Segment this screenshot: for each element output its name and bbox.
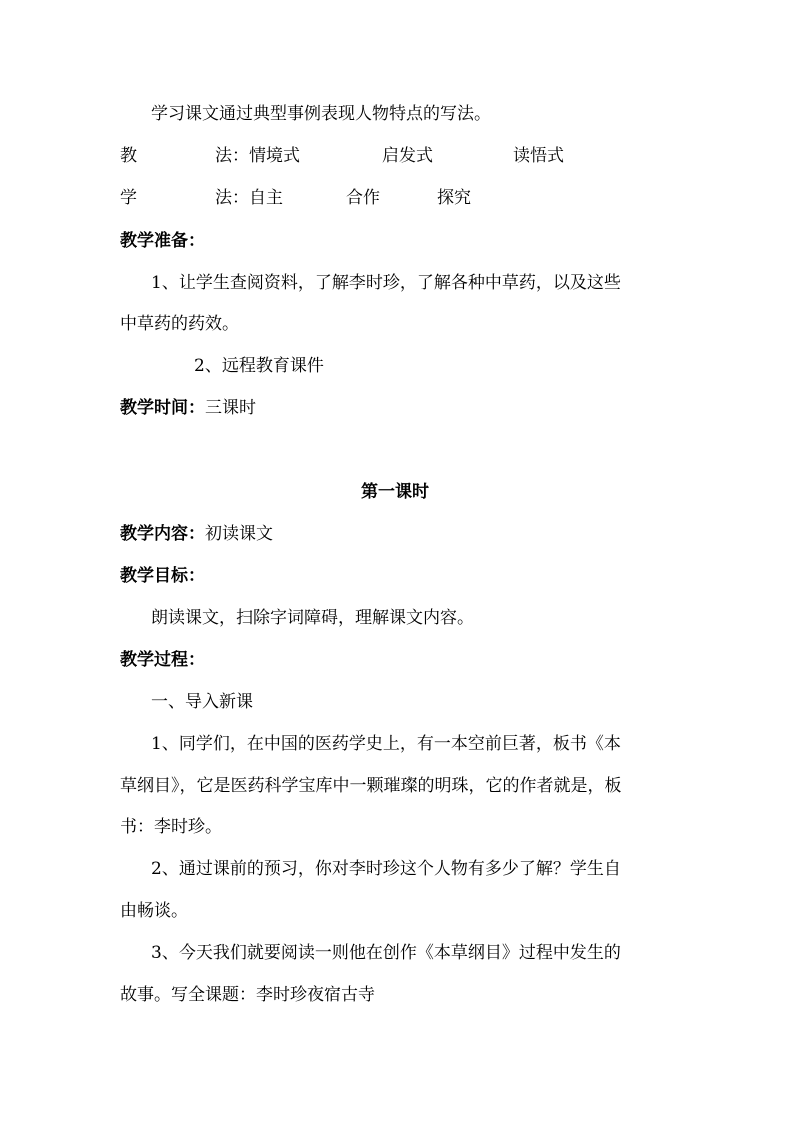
para-1-line-2: 草纲目》，它是医药科学宝库中一颗璀璨的明珠，它的作者就是，板	[120, 776, 622, 796]
teaching-method-row	[120, 144, 680, 168]
intro-line: 学习课文通过典型事例表现人物特点的写法。	[151, 104, 491, 124]
teaching-method-3: 读悟式	[513, 146, 564, 166]
learning-method-char-1: 学	[120, 188, 137, 208]
prep-item-2: 2、远程教育课件	[194, 356, 324, 376]
goal-heading: 教学目标：	[120, 566, 205, 586]
para-2-line-1: 2、通过课前的预习，你对李时珍这个人物有多少了解？学生自	[151, 859, 621, 879]
teaching-method-label: 法：情境式	[215, 146, 300, 166]
learning-method-3: 探究	[437, 188, 471, 208]
content-row	[120, 522, 273, 546]
para-2-line-2: 由畅谈。	[120, 901, 188, 921]
prep-item-1-line-1: 1、让学生查阅资料，了解李时珍，了解各种中草药，以及这些	[151, 273, 621, 293]
para-3-line-2: 故事。写全课题：李时珍夜宿古寺	[120, 985, 375, 1005]
content-label: 教学内容：	[120, 524, 205, 544]
para-1-line-1: 1、同学们，在中国的医药学史上，有一本空前巨著，板书《本	[151, 734, 621, 754]
para-3-line-1: 3、今天我们就要阅读一则他在创作《本草纲目》过程中发生的	[151, 943, 621, 963]
time-label: 教学时间：	[120, 398, 205, 418]
para-1-line-3: 书：李时珍。	[120, 817, 222, 837]
process-heading: 教学过程：	[120, 650, 205, 670]
teaching-method-char-1: 教	[120, 146, 137, 166]
time-row	[120, 396, 256, 420]
prep-item-1-line-2: 中草药的药效。	[120, 314, 239, 334]
time-value: 三课时	[205, 398, 256, 418]
content-value: 初读课文	[205, 524, 273, 544]
lesson-title: 第一课时	[361, 482, 429, 502]
learning-method-2: 合作	[346, 188, 380, 208]
prep-heading: 教学准备：	[120, 231, 205, 251]
goal-text: 朗读课文，扫除字词障碍，理解课文内容。	[151, 608, 474, 628]
learning-method-label: 法：自主	[215, 188, 283, 208]
step-1-heading: 一、导入新课	[151, 692, 253, 712]
teaching-method-2: 启发式	[382, 146, 433, 166]
learning-method-row	[120, 186, 680, 210]
